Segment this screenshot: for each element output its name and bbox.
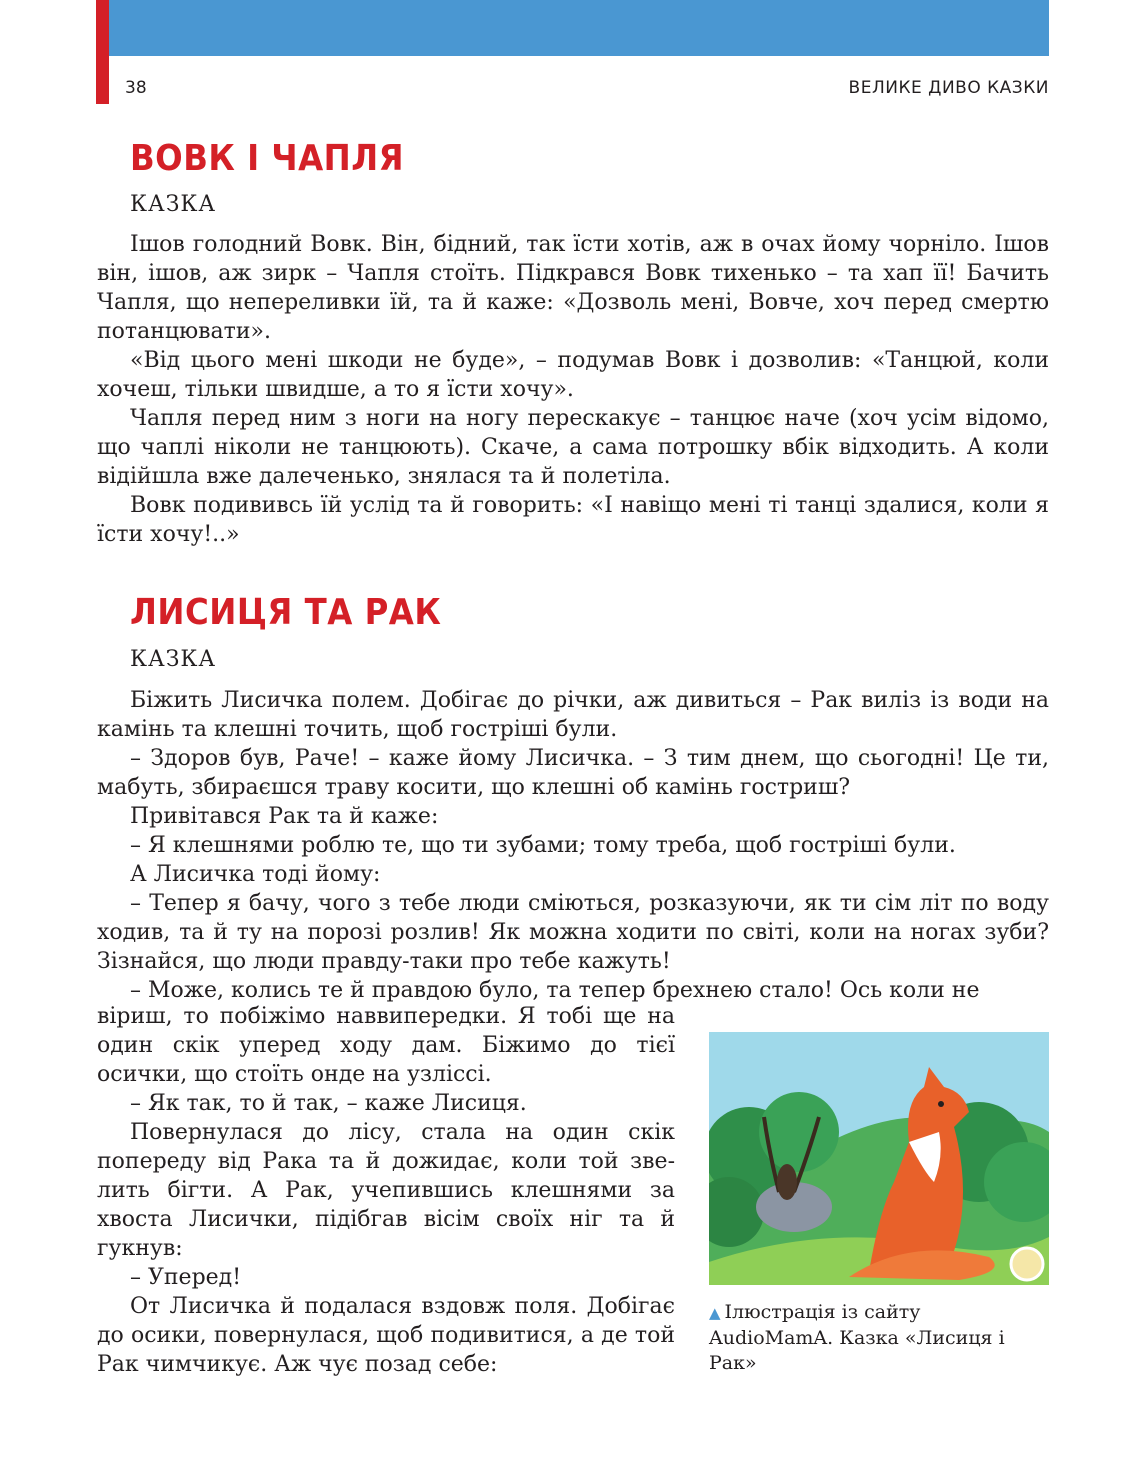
illustration-drawing xyxy=(709,1032,1049,1285)
paragraph: Ішов голодний Вовк. Він, бідний, так їсти хотів, аж в очах йому чорніло. Ішов він, ішов, аж зирк – Чапля стоїть. Підкрався Вовк тихенько – та хап її! Бачить Чапля, що непереливки їй, та й каже: «Дозволь мені, Вовче, хоч перед смертю потанцювати». xyxy=(97,232,1049,344)
story-text-fox-crayfish-cont xyxy=(97,1002,675,1379)
paragraph: А Лисичка тоді йому: xyxy=(130,862,381,887)
paragraph: – Здоров був, Раче! – каже йому Лисичка. – З тим днем, що сьогодні! Це ти, мабуть, збираєшся траву косити, що клешні об камінь гостриш? xyxy=(97,746,1049,800)
paragraph: – Тепер я бачу, чого з тебе люди сміються, розказуючи, як ти сім літ по воду ходив, та й ту на порозі розлив! Як можна ходити по світі, коли на ногах зуби? Зізнайся, що люди правду-таки про тебе кажуть! xyxy=(97,891,1049,974)
running-title: ВЕЛИКЕ ДИВО КАЗКИ xyxy=(848,78,1049,98)
story-genre-2: КАЗКА xyxy=(130,647,217,672)
header-band xyxy=(96,0,1049,56)
story-text-fox-crayfish xyxy=(97,686,1049,1005)
story-title-wolf-heron: ВОВК І ЧАПЛЯ xyxy=(130,138,405,179)
illustration-caption xyxy=(709,1300,1049,1376)
story-genre-1: КАЗКА xyxy=(130,192,217,217)
paragraph: Вовк подививсь їй услід та й говорить: «І навіщо мені ті танці здалися, коли я їсти хочу!..» xyxy=(97,493,1049,547)
paragraph: – Як так, то й так, – каже Лисиця. xyxy=(130,1091,527,1116)
paragraph: Біжить Лисичка полем. Добігає до річки, аж дивиться – Рак виліз із води на камінь та клешні точить, щоб гострiші були. xyxy=(97,688,1049,742)
chapter-marker xyxy=(96,0,109,104)
fox-crayfish-illustration xyxy=(709,1032,1049,1285)
paragraph: – Уперед! xyxy=(130,1265,242,1290)
paragraph: «Від цього мені шкоди не буде», – подумав Вовк і дозволив: «Танцюй, коли хочеш, тільки швидше, а то я їсти хочу». xyxy=(97,348,1049,402)
triangle-marker-icon: ▲ xyxy=(709,1304,721,1322)
paragraph: – Може, колись те й правдою було, та тепер брехнею стало! Ось коли не xyxy=(130,978,980,1003)
paragraph: Привітався Рак та й каже: xyxy=(130,804,439,829)
story-title-fox-crayfish: ЛИСИЦЯ ТА РАК xyxy=(130,592,442,633)
page-number: 38 xyxy=(125,78,147,98)
paragraph: От Лисичка й подалася вздовж поля. Добігає до осики, повернулася, щоб подивитися, а де той Рак чимчикує. Аж чує позад себе: xyxy=(97,1294,675,1377)
paragraph: – Я клешнями роблю те, що ти зубами; тому треба, щоб гострiші були. xyxy=(130,833,956,858)
paragraph: Чапля перед ним з ноги на ногу перескакує – танцює наче (хоч усім відомо, що чаплі ніколи не танцюють). Скаче, а сама потрошку вбік відходить. А коли відійшла вже далеченько, знялася та й полетіла. xyxy=(97,406,1049,489)
paragraph: Повернулася до лісу, стала на один скік попереду від Рака та й дожидає, коли той звелить бігти. А Рак, учепившись клешнями за хвоста Лисички, підібгав вісім своїх ніг та й гукнув: xyxy=(97,1120,675,1261)
paragraph: віриш, то побіжімо наввипередки. Я тобі ще на один скік уперед ходу дам. Біжимо до тієї осички, що стоїть онде на узліссі. xyxy=(97,1004,675,1087)
story-text-wolf-heron xyxy=(97,230,1049,549)
caption-text: Ілюстрація із сайту AudioMamA. Казка «Лисиця і Рак» xyxy=(709,1301,1005,1374)
